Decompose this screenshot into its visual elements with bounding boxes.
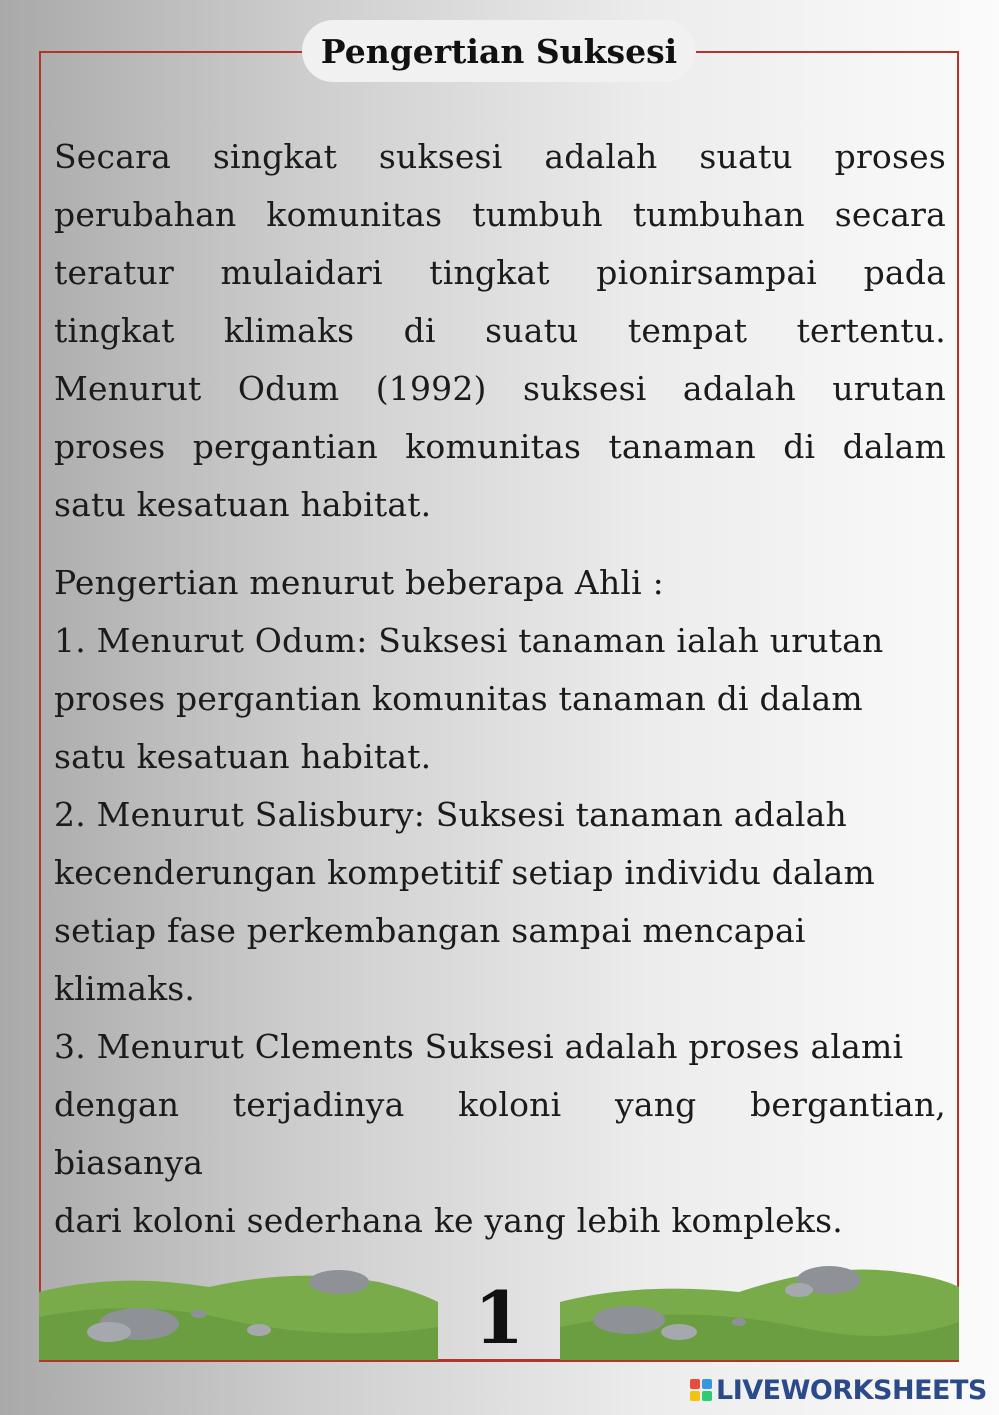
paragraph-line: [54, 186, 946, 244]
word: dengan: [54, 1085, 180, 1124]
word: bergantian,: [750, 1085, 946, 1124]
experts-line: 3. Menurut Clements Suksesi adalah proses alami: [54, 1027, 904, 1066]
page-number: 1: [473, 1274, 525, 1360]
word: perubahan: [54, 195, 237, 234]
definition-paragraph: [54, 128, 946, 534]
word: teratur: [54, 253, 174, 292]
word: Odum: [237, 369, 340, 408]
word: adalah: [544, 137, 658, 176]
experts-line: dari koloni sederhana ke yang lebih kompleks.: [54, 1201, 843, 1240]
content: [54, 128, 946, 1250]
word: klimaks: [223, 311, 355, 350]
experts-line: biasanya: [54, 1143, 204, 1182]
paragraph-line: [54, 244, 946, 302]
paragraph-line: satu kesatuan habitat.: [54, 485, 432, 524]
paragraph-line: [54, 360, 946, 418]
footer-divider: [39, 1360, 959, 1362]
experts-intro: Pengertian menurut beberapa Ahli :: [54, 563, 664, 602]
paragraph-line: [54, 302, 946, 360]
word: komunitas: [405, 427, 582, 466]
experts-line: 1. Menurut Odum: Suksesi tanaman ialah urutan: [54, 621, 884, 660]
page-title: Pengertian Suksesi: [302, 20, 696, 82]
word: adalah: [682, 369, 796, 408]
word: tingkat: [54, 311, 175, 350]
liveworksheets-icon: [690, 1379, 712, 1401]
word: Menurut: [54, 369, 202, 408]
experts-section: [54, 554, 946, 1250]
word: suksesi: [378, 137, 503, 176]
word: tempat: [627, 311, 748, 350]
experts-line: satu kesatuan habitat.: [54, 737, 432, 776]
word: dalam: [842, 427, 946, 466]
word: tingkat: [429, 253, 550, 292]
word: mulaidari: [220, 253, 383, 292]
experts-line: kecenderungan kompetitif setiap individu dalam: [54, 853, 876, 892]
word: (1992): [375, 369, 487, 408]
experts-line: setiap fase perkembangan sampai mencapai: [54, 911, 806, 950]
word: singkat: [212, 137, 338, 176]
word: di: [783, 427, 816, 466]
word: pionirsampai: [596, 253, 818, 292]
word: komunitas: [266, 195, 443, 234]
paragraph-line: [54, 418, 946, 476]
word: pada: [863, 253, 946, 292]
word: pergantian: [192, 427, 378, 466]
experts-line: proses pergantian komunitas tanaman di dalam: [54, 679, 863, 718]
word: proses: [54, 427, 166, 466]
experts-line: [54, 1076, 946, 1134]
logo-text: LIVEWORKSHEETS: [716, 1374, 987, 1406]
word: suksesi: [522, 369, 647, 408]
word: yang: [614, 1085, 697, 1124]
word: secara: [834, 195, 946, 234]
word: urutan: [832, 369, 946, 408]
word: di: [403, 311, 436, 350]
experts-line: klimaks.: [54, 969, 196, 1008]
paragraph-line: [54, 128, 946, 186]
word: Secara: [54, 137, 171, 176]
word: tanaman: [608, 427, 756, 466]
word: suatu: [485, 311, 579, 350]
word: tertentu.: [796, 311, 946, 350]
word: proses: [834, 137, 946, 176]
liveworksheets-logo: [690, 1372, 987, 1408]
word: tumbuh: [472, 195, 603, 234]
word: terjadinya: [232, 1085, 405, 1124]
experts-line: 2. Menurut Salisbury: Suksesi tanaman adalah: [54, 795, 847, 834]
word: tumbuhan: [632, 195, 805, 234]
word: suatu: [699, 137, 793, 176]
word: koloni: [458, 1085, 562, 1124]
